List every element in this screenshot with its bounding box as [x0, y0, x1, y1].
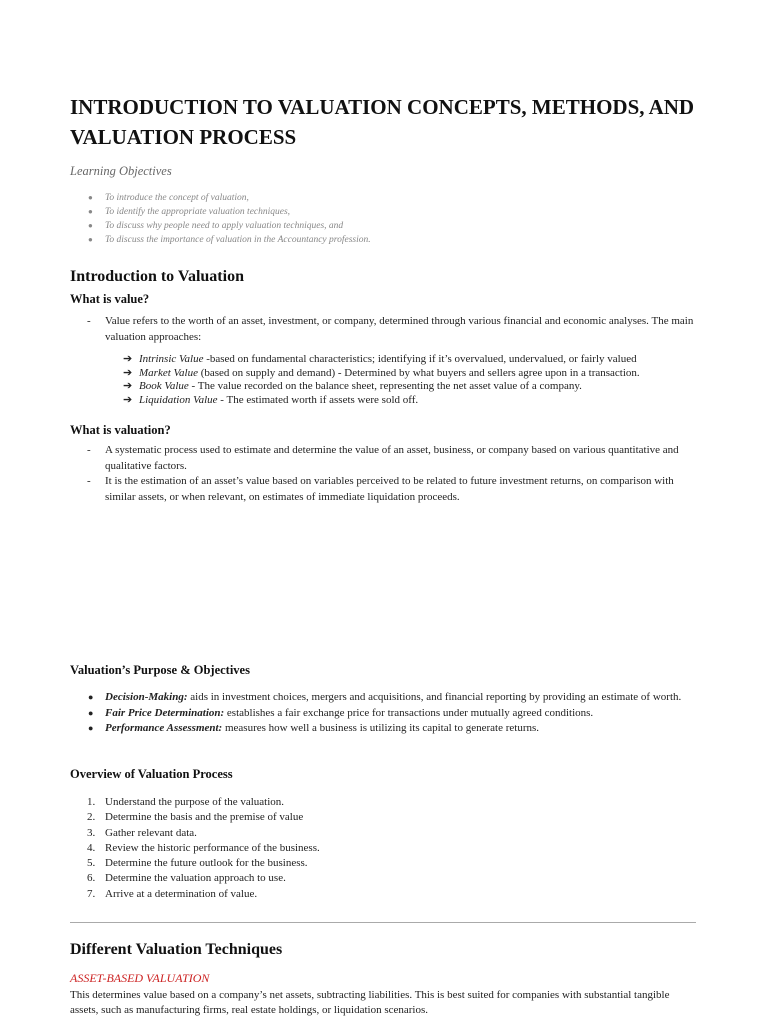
list-item — [70, 826, 320, 841]
list-item — [70, 856, 320, 871]
valuation-definition: It is the estimation of an asset’s value based on variables perceived to be related to future investment returns, on comparison with similar assets, or when relevant, on estimates of immediate liquidation proceeds. — [105, 475, 674, 503]
list-item: ● To discuss why people need to apply valuation techniques, and — [70, 219, 371, 233]
step-text: Determine the valuation approach to use. — [105, 872, 286, 885]
subheading-purpose: Valuation’s Purpose & Objectives — [70, 663, 250, 677]
approach-term: Intrinsic Value — [139, 353, 204, 365]
list-item — [70, 367, 640, 381]
list-item — [70, 841, 320, 856]
valuation-approaches-list — [70, 353, 640, 407]
arrow-icon: ➔ — [123, 366, 133, 379]
purpose-list — [70, 690, 696, 737]
approach-term: Book Value — [139, 380, 189, 392]
list-item — [70, 380, 640, 394]
list-item — [70, 721, 696, 737]
arrow-icon: ➔ — [123, 380, 133, 392]
step-text: Determine the basis and the premise of value — [105, 811, 304, 824]
list-item — [70, 795, 320, 810]
subheading-what-is-valuation: What is valuation? — [70, 423, 171, 437]
subheading-process: Overview of Valuation Process — [70, 767, 233, 781]
approach-desc: - The value recorded on the balance sheet, representing the net asset value of a company. — [188, 380, 582, 392]
section-heading-introduction: Introduction to Valuation — [70, 268, 244, 285]
purpose-desc: measures how well a business is utilizing its capital to generate returns. — [222, 722, 540, 734]
approach-desc: -based on fundamental characteristics; identifying if it’s overvalued, undervalued, or fairly valued — [203, 353, 637, 365]
dash-marker: - — [87, 315, 91, 327]
asset-based-valuation-text: This determines value based on a company’s net assets, subtracting liabilities. This is best suited for companies with substantial tangible assets, such as manufacturing firms, real estate holdings, or liquidation scenarios. — [70, 989, 670, 1016]
list-item: ● To introduce the concept of valuation, — [70, 191, 371, 205]
list-item — [70, 314, 696, 345]
bullet-icon: ● — [88, 707, 94, 718]
list-item — [70, 690, 696, 706]
list-item: ● To discuss the importance of valuation in the Accountancy profession. — [70, 233, 371, 247]
arrow-icon: ➔ — [123, 353, 133, 365]
step-number: 7. — [87, 887, 96, 900]
step-text: Understand the purpose of the valuation. — [105, 796, 285, 808]
horizontal-divider — [70, 922, 696, 923]
step-text: Arrive at a determination of value. — [105, 887, 258, 900]
list-item: ● To identify the appropriate valuation techniques, — [70, 205, 371, 219]
dash-marker: - — [87, 475, 91, 487]
step-number: 1. — [87, 796, 96, 808]
list-item — [70, 871, 320, 886]
approach-desc: - The estimated worth if assets were sold off. — [217, 393, 419, 406]
approach-desc: (based on supply and demand) - Determined by what buyers and sellers agree upon in a transaction. — [197, 366, 640, 379]
value-definition: Value refers to the worth of an asset, investment, or company, determined through various financial and economic analyses. The main valuation approaches: — [105, 315, 694, 343]
learning-objectives-heading: Learning Objectives — [70, 164, 172, 178]
document-title: INTRODUCTION TO VALUATION CONCEPTS, METHODS, AND VALUATION PROCESS — [70, 95, 695, 149]
list-item — [70, 353, 640, 367]
asset-based-valuation-heading: ASSET-BASED VALUATION — [70, 971, 210, 985]
purpose-desc: aids in investment choices, mergers and acquisitions, and financial reporting by providing an estimate of worth. — [187, 691, 682, 703]
purpose-term: Performance Assessment: — [105, 722, 223, 734]
list-item — [70, 443, 696, 474]
learning-objectives-list — [70, 191, 371, 247]
step-number: 3. — [87, 826, 96, 839]
approach-term: Liquidation Value — [139, 393, 218, 406]
list-item — [70, 706, 696, 722]
arrow-icon: ➔ — [123, 393, 133, 406]
step-number: 2. — [87, 811, 96, 824]
purpose-desc: establishes a fair exchange price for transactions under mutually agreed conditions. — [224, 706, 594, 719]
process-steps-list — [70, 795, 320, 902]
list-item — [70, 474, 696, 505]
subheading-what-is-value: What is value? — [70, 292, 150, 306]
approach-term: Market Value — [139, 366, 198, 379]
step-number: 6. — [87, 872, 96, 885]
purpose-term: Decision-Making: — [105, 691, 188, 703]
bullet-icon: ● — [88, 723, 94, 733]
step-text: Gather relevant data. — [105, 826, 197, 839]
list-item — [70, 394, 640, 408]
step-text: Determine the future outlook for the business. — [105, 857, 308, 870]
valuation-definition: A systematic process used to estimate and determine the value of an asset, business, or company based on various quantitative and qualitative factors. — [105, 444, 679, 472]
step-text: Review the historic performance of the business. — [105, 841, 320, 854]
dash-marker: - — [87, 444, 91, 456]
step-number: 4. — [87, 841, 96, 854]
list-item — [70, 810, 320, 825]
section-heading-techniques: Different Valuation Techniques — [70, 941, 283, 958]
step-number: 5. — [87, 857, 96, 870]
bullet-icon: ● — [88, 692, 94, 702]
purpose-term: Fair Price Determination: — [105, 706, 225, 719]
list-item — [70, 887, 320, 902]
